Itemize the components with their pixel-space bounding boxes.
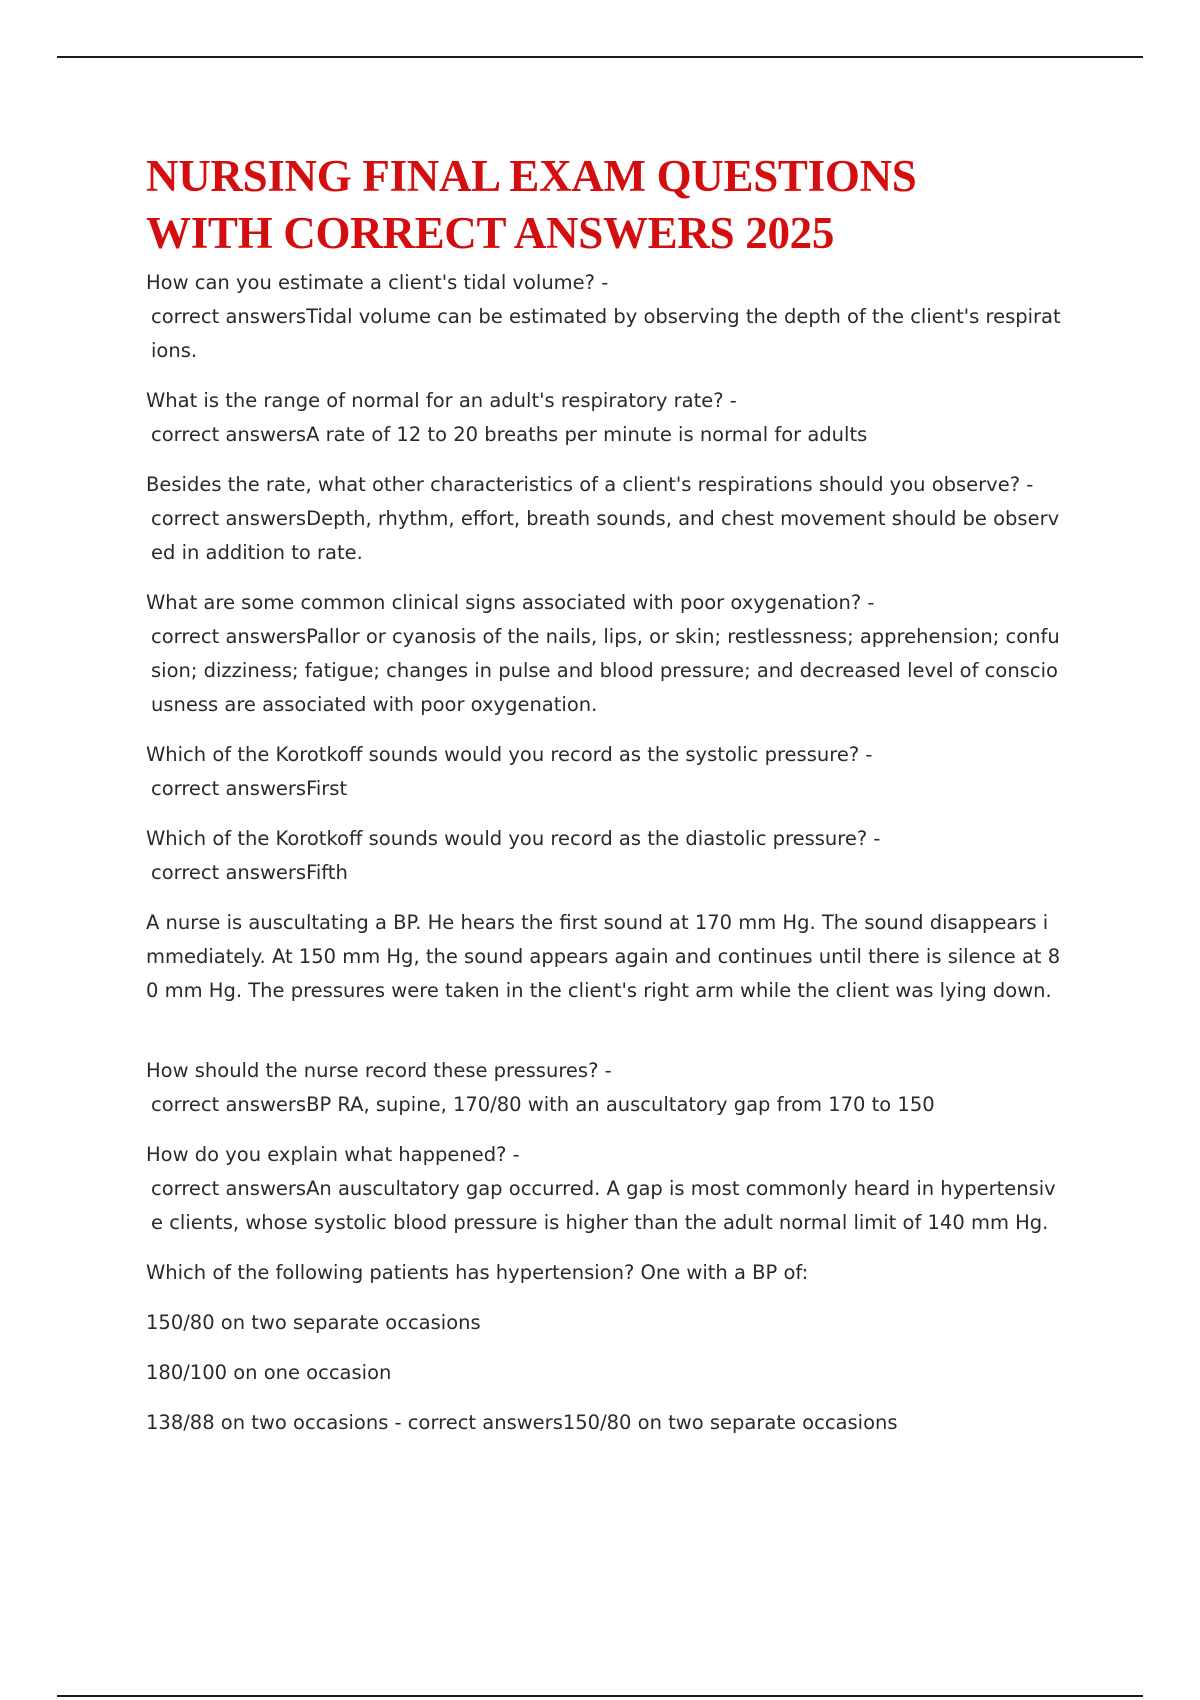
document-body [146,148,1066,1456]
question-text: How should the nurse record these pressures? - [146,1059,612,1082]
bottom-rule [57,1695,1143,1697]
question-text: Besides the rate, what other characteristics of a client's respirations should you observe? - [146,473,1034,496]
question-text: What are some common clinical signs associated with poor oxygenation? - [146,591,875,614]
answer-text: correct answersFifth [151,861,348,884]
question-text: How can you estimate a client's tidal volume? - [146,271,609,294]
answer-text: correct answersDepth, rhythm, effort, breath sounds, and chest movement should be observed in addition to rate. [151,507,1060,564]
hypertension-question-block [146,1256,1066,1290]
case-scenario [146,906,1066,1008]
document-title [146,148,1066,262]
qa-item [146,1054,1066,1122]
qa-item [146,468,1066,570]
question-text: What is the range of normal for an adult's respiratory rate? - [146,389,737,412]
answer-text: correct answersFirst [151,777,348,800]
qa-item [146,384,1066,452]
answer-option: 138/88 on two occasions - correct answers150/80 on two separate occasions [146,1411,898,1434]
question-text: Which of the following patients has hypertension? One with a BP of: [146,1261,809,1284]
answer-text: correct answersAn auscultatory gap occurred. A gap is most commonly heard in hypertensive clients, whose systolic blood pressure is higher than the adult normal limit of 140 mm Hg. [151,1177,1056,1234]
qa-item [146,586,1066,722]
answer-option: 180/100 on one occasion [146,1361,392,1384]
title-line-2: WITH CORRECT ANSWERS 2025 [146,208,835,258]
top-rule [57,56,1143,58]
answer-text: correct answersPallor or cyanosis of the nails, lips, or skin; restlessness; apprehension; confusion; dizziness; fatigue; changes in pulse and blood pressure; and decreased level of consciousness are associated with poor oxygenation. [151,625,1060,716]
qa-item [146,822,1066,890]
qa-item [146,266,1066,368]
answer-option: 150/80 on two separate occasions [146,1311,481,1334]
qa-item [146,738,1066,806]
question-text: How do you explain what happened? - [146,1143,520,1166]
case-scenario-text: A nurse is auscultating a BP. He hears the first sound at 170 mm Hg. The sound disappears immediately. At 150 mm Hg, the sound appears again and continues until there is silence at 80 mm Hg. The pressures were taken in the client's right arm while the client was lying down. [146,911,1061,1002]
answer-text: correct answersA rate of 12 to 20 breaths per minute is normal for adults [151,423,868,446]
answer-text: correct answersBP RA, supine, 170/80 with an auscultatory gap from 170 to 150 [151,1093,935,1116]
answer-text: correct answersTidal volume can be estimated by observing the depth of the client's respirations. [151,305,1061,362]
title-line-1: NURSING FINAL EXAM QUESTIONS [146,151,917,201]
question-text: Which of the Korotkoff sounds would you record as the systolic pressure? - [146,743,873,766]
question-text: Which of the Korotkoff sounds would you record as the diastolic pressure? - [146,827,881,850]
qa-item [146,1138,1066,1240]
